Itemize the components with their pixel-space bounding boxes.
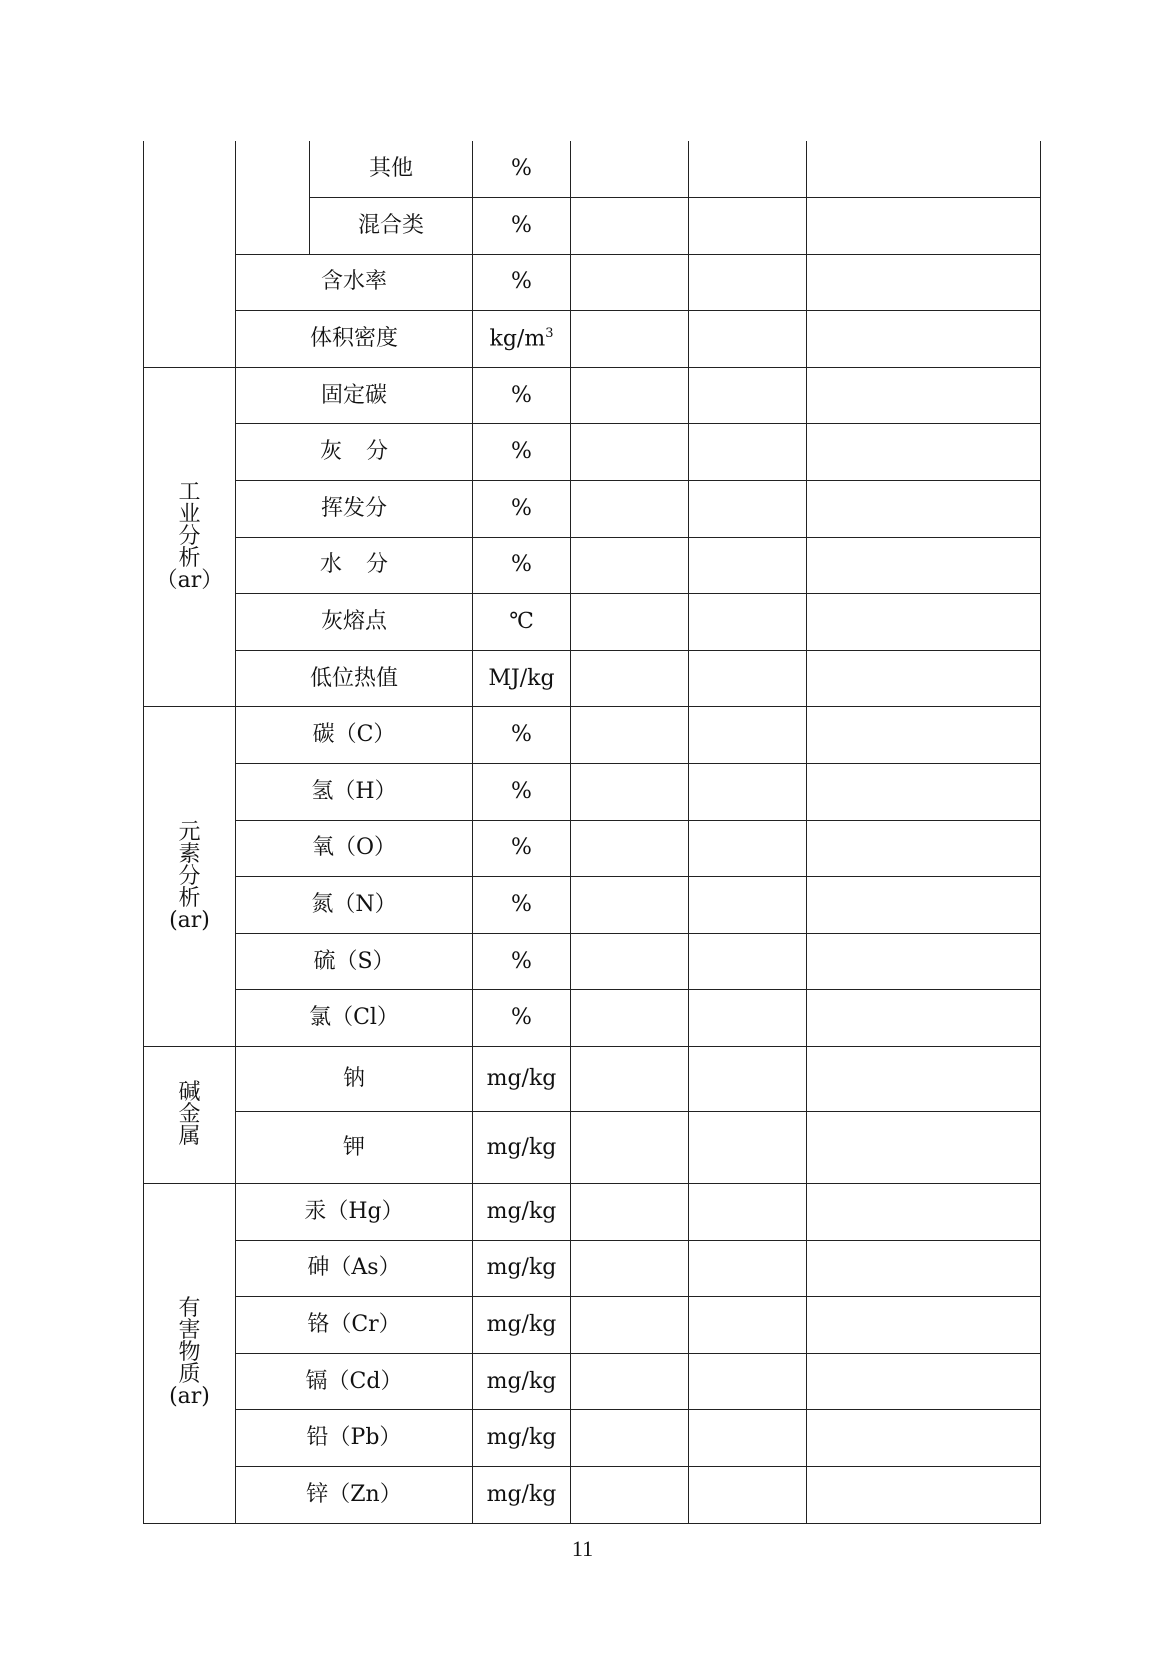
unit-cell: %: [473, 141, 571, 198]
value-cell: [689, 537, 807, 594]
unit-cell: %: [473, 764, 571, 821]
unit-cell: %: [473, 707, 571, 764]
unit-cell: %: [473, 933, 571, 990]
unit-cell: %: [473, 481, 571, 538]
remark-cell: [807, 820, 1041, 877]
value-cell: [571, 933, 689, 990]
remark-cell: [807, 141, 1041, 198]
unit-cell: %: [473, 537, 571, 594]
value-cell: [689, 1240, 807, 1297]
item-label: 混合类: [310, 198, 473, 255]
group-label-char: （ar）: [155, 568, 224, 594]
group-label-char: 质: [178, 1362, 201, 1388]
value-cell: [689, 764, 807, 821]
unit-cell: %: [473, 198, 571, 255]
unit-cell: %: [473, 254, 571, 311]
remark-cell: [807, 1184, 1041, 1241]
value-cell: [571, 1410, 689, 1467]
group-label-char: 素: [178, 841, 201, 867]
unit-cell: %: [473, 990, 571, 1047]
unit-cell: [473, 311, 571, 368]
item-label: 氮（N）: [236, 877, 473, 934]
unit-cell: mg/kg: [473, 1240, 571, 1297]
remark-cell: [807, 1353, 1041, 1410]
value-cell: [689, 1112, 807, 1184]
value-cell: [689, 198, 807, 255]
remark-cell: [807, 1112, 1041, 1184]
unit-cell: %: [473, 820, 571, 877]
group-label-char: (ar): [169, 907, 210, 933]
value-cell: [689, 650, 807, 707]
unit-cell: %: [473, 367, 571, 424]
group-label-char: 碱: [178, 1080, 201, 1105]
remark-cell: [807, 1240, 1041, 1297]
value-cell: [689, 1410, 807, 1467]
value-cell: [571, 707, 689, 764]
remark-cell: [807, 933, 1041, 990]
remark-cell: [807, 254, 1041, 311]
value-cell: [689, 990, 807, 1047]
value-cell: [571, 877, 689, 934]
value-cell: [571, 594, 689, 651]
remark-cell: [807, 1297, 1041, 1354]
value-cell: [689, 933, 807, 990]
page-number: 11: [571, 1536, 594, 1561]
unit-cell: mg/kg: [473, 1410, 571, 1467]
table-row: [144, 1184, 1041, 1241]
table-row: [144, 367, 1041, 424]
item-label: 锌（Zn）: [236, 1466, 473, 1523]
remark-cell: [807, 537, 1041, 594]
unit-cell: mg/kg: [473, 1112, 571, 1184]
item-label: 低位热值: [236, 650, 473, 707]
value-cell: [571, 820, 689, 877]
item-label: 砷（As）: [236, 1240, 473, 1297]
value-cell: [689, 254, 807, 311]
table-row: [144, 1112, 1041, 1184]
item-label: 灰熔点: [236, 594, 473, 651]
value-cell: [571, 1047, 689, 1112]
table-row: [144, 933, 1041, 990]
table-row: [144, 1466, 1041, 1523]
table-row: [144, 537, 1041, 594]
table-row: [144, 707, 1041, 764]
unit-cell: mg/kg: [473, 1297, 571, 1354]
group-label-elemental-analysis: [144, 707, 236, 1047]
unit-cell: mg/kg: [473, 1184, 571, 1241]
remark-cell: [807, 424, 1041, 481]
remark-cell: [807, 594, 1041, 651]
group-label-char: (ar): [169, 1384, 210, 1410]
remark-cell: [807, 1410, 1041, 1467]
table-row: [144, 877, 1041, 934]
remark-cell: [807, 764, 1041, 821]
value-cell: [571, 1184, 689, 1241]
value-cell: [571, 1353, 689, 1410]
table-row: [144, 1353, 1041, 1410]
value-cell: [571, 311, 689, 368]
item-label: 铅（Pb）: [236, 1410, 473, 1467]
unit-cell: ℃: [473, 594, 571, 651]
unit-cell: %: [473, 424, 571, 481]
value-cell: [571, 990, 689, 1047]
value-cell: [689, 820, 807, 877]
group-label-char: 分: [178, 863, 201, 889]
value-cell: [571, 1240, 689, 1297]
group-label-alkali-metals: [144, 1047, 236, 1184]
value-cell: [689, 424, 807, 481]
group-label-harmful-substances: [144, 1184, 236, 1524]
value-cell: [689, 367, 807, 424]
item-label: 含水率: [236, 254, 473, 311]
value-cell: [571, 764, 689, 821]
item-label: 氧（O）: [236, 820, 473, 877]
value-cell: [689, 1353, 807, 1410]
remark-cell: [807, 198, 1041, 255]
value-cell: [571, 1112, 689, 1184]
unit-text: kg/m: [489, 326, 546, 352]
remark-cell: [807, 877, 1041, 934]
group-label-char: 工: [178, 480, 201, 506]
item-label: [236, 424, 473, 481]
value-cell: [571, 254, 689, 311]
table-row: [144, 1240, 1041, 1297]
table-row: [144, 820, 1041, 877]
table-row: [144, 990, 1041, 1047]
table-row: [144, 1047, 1041, 1112]
value-cell: [571, 141, 689, 198]
table-row: [144, 311, 1041, 368]
item-label: 镉（Cd）: [236, 1353, 473, 1410]
item-label: 其他: [310, 141, 473, 198]
group-label-char: 物: [178, 1340, 201, 1366]
item-label: 氢（H）: [236, 764, 473, 821]
value-cell: [689, 141, 807, 198]
table-row: [144, 594, 1041, 651]
value-cell: [571, 650, 689, 707]
value-cell: [571, 367, 689, 424]
item-label: 钾: [236, 1112, 473, 1184]
group-cell-continued: [144, 141, 236, 367]
item-label: 固定碳: [236, 367, 473, 424]
item-label: [236, 537, 473, 594]
remark-cell: [807, 1047, 1041, 1112]
value-cell: [689, 707, 807, 764]
remark-cell: [807, 650, 1041, 707]
item-label: 氯（Cl）: [236, 990, 473, 1047]
unit-cell: mg/kg: [473, 1466, 571, 1523]
value-cell: [689, 481, 807, 538]
unit-cell: MJ/kg: [473, 650, 571, 707]
group-label-char: 金: [178, 1102, 201, 1127]
value-cell: [689, 1047, 807, 1112]
item-label-text: 水分: [319, 552, 412, 578]
group-label-char: 业: [178, 502, 201, 528]
group-label-char: 析: [178, 546, 201, 572]
value-cell: [571, 1466, 689, 1523]
remark-cell: [807, 1466, 1041, 1523]
table-row: [144, 254, 1041, 311]
group-label-char: 害: [178, 1318, 201, 1344]
item-label: 碳（C）: [236, 707, 473, 764]
item-label: 铬（Cr）: [236, 1297, 473, 1354]
table-row: [144, 650, 1041, 707]
remark-cell: [807, 311, 1041, 368]
value-cell: [689, 594, 807, 651]
item-label: 钠: [236, 1047, 473, 1112]
table-row: [144, 764, 1041, 821]
group-label-char: 元: [178, 819, 201, 845]
analysis-table: [143, 141, 1041, 1524]
item-label: 汞（Hg）: [236, 1184, 473, 1241]
value-cell: [689, 1184, 807, 1241]
group-label-char: 析: [178, 885, 201, 911]
group-label-industrial-analysis: [144, 367, 236, 707]
value-cell: [689, 877, 807, 934]
unit-cell: mg/kg: [473, 1047, 571, 1112]
value-cell: [571, 198, 689, 255]
table-row: [144, 481, 1041, 538]
value-cell: [571, 424, 689, 481]
remark-cell: [807, 367, 1041, 424]
unit-cell: mg/kg: [473, 1353, 571, 1410]
table-row: [144, 424, 1041, 481]
subgroup-cell-continued: [236, 141, 310, 254]
table-row: [144, 1410, 1041, 1467]
value-cell: [571, 481, 689, 538]
item-label: 体积密度: [236, 311, 473, 368]
value-cell: [571, 537, 689, 594]
item-label: 挥发分: [236, 481, 473, 538]
group-label-char: 分: [178, 524, 201, 550]
value-cell: [689, 1466, 807, 1523]
item-label: 硫（S）: [236, 933, 473, 990]
table-row: [144, 141, 1041, 198]
remark-cell: [807, 481, 1041, 538]
remark-cell: [807, 707, 1041, 764]
value-cell: [571, 1297, 689, 1354]
unit-cell: %: [473, 877, 571, 934]
value-cell: [689, 1297, 807, 1354]
group-label-char: 有: [178, 1296, 201, 1322]
remark-cell: [807, 990, 1041, 1047]
unit-superscript: 3: [545, 326, 554, 342]
group-label-char: 属: [178, 1124, 201, 1149]
table-row: [144, 1297, 1041, 1354]
value-cell: [689, 311, 807, 368]
item-label-text: 灰分: [319, 439, 412, 465]
